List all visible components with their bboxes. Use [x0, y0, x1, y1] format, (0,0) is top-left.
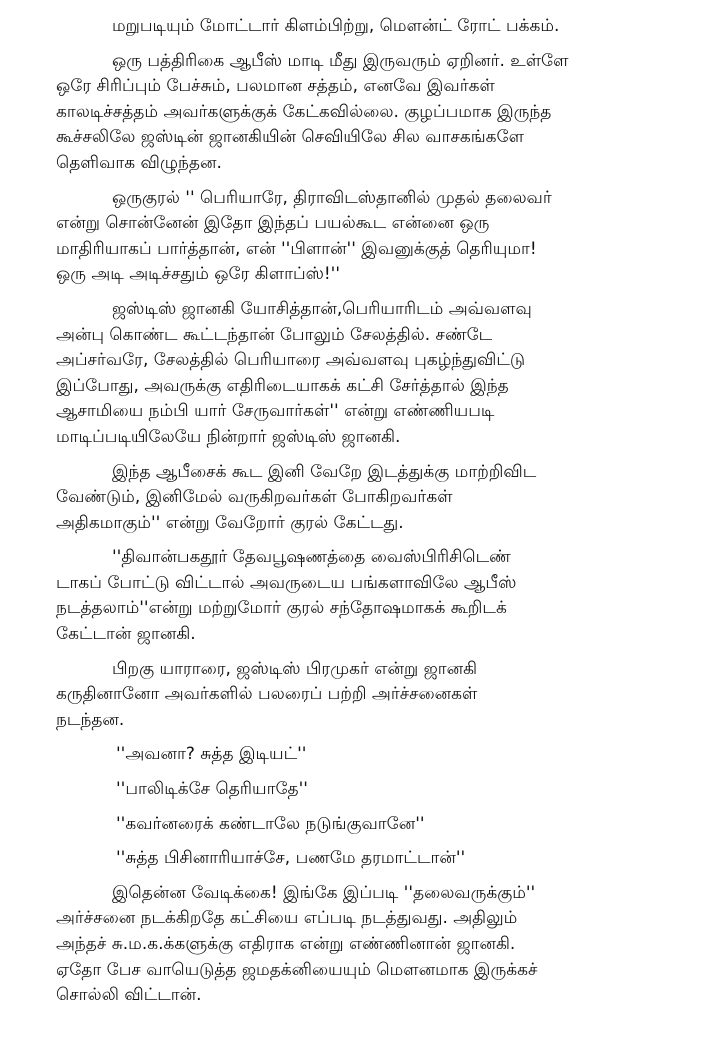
text-line: கூச்சலிலே ஜஸ்டின் ஜானகியின் செவியிலே சில வாசகங்களே	[56, 127, 524, 148]
text-line: ஆசாமியை நம்பி யார் சேருவார்கள்'' என்று எண்ணியபடி	[56, 401, 495, 422]
text-line: வேண்டும், இனிமேல் வருகிறவர்கள் போகிறவர்கள்	[56, 487, 453, 508]
text-line: இந்த ஆபீசைக் கூட இனி வேறே இடத்துக்கு மாற்றிவிட	[112, 461, 537, 482]
text-line: அந்தச் சு.ம.க.க்களுக்கு எதிராக என்று எண்ணினான் ஜானகி.	[56, 934, 516, 954]
text-line: ''பாலிடிக்சே தெரியாதே''	[116, 779, 308, 800]
text-line: ஒரு அடி அடிச்சதும் ஒரே கிளாப்ஸ்!''	[56, 264, 341, 285]
text-line: இதென்ன வேடிக்கை! இங்கே இப்படி ''தலைவருக்கும்''	[112, 882, 536, 903]
text-line: அப்சர்வரே, சேலத்தில் பெரியாரை அவ்வளவு புகழ்ந்துவிட்டு	[56, 350, 526, 371]
text-line: ஒரு பத்திரிகை ஆபீஸ் மாடி மீது இருவரும் ஏறினர். உள்ளே	[112, 50, 569, 71]
text-line: ''அவனா? சுத்த இடியட்''	[116, 744, 307, 765]
text-line: அதிகமாகும்'' என்று வேறோர் குரல் கேட்டது.	[56, 512, 404, 533]
text-line: ஒரே சிரிப்பும் பேச்சும், பலமான சத்தம், எனவே இவர்கள்	[56, 76, 495, 97]
text-line: தெளிவாக விழுந்தன.	[56, 152, 222, 173]
text-line: ''சுத்த பிசினாரியாச்சே, பணமே தரமாட்டான்''	[116, 848, 466, 869]
text-line: மாடிப்படியிலேயே நின்றார் ஜஸ்டிஸ் ஜானகி.	[56, 426, 401, 447]
text-line: ஜஸ்டிஸ் ஜானகி யோசித்தான்,பெரியாரிடம் அவ்வளவு	[112, 298, 532, 319]
text-line: கேட்டான் ஜானகி.	[56, 624, 196, 645]
text-line: இப்போது, அவருக்கு எதிரிடையாகக் கட்சி சேர்த்தால் இந்த	[56, 375, 509, 396]
text-line: பிறகு யாராரை, ஜஸ்டிஸ் பிரமுகர் என்று ஜானகி	[112, 658, 478, 679]
text-line: காலடிச்சத்தம் அவர்களுக்குக் கேட்கவில்லை. குழப்பமாக இருந்த	[56, 101, 552, 122]
text-line: கருதினானோ அவர்களில் பலரைப் பற்றி அர்ச்சனைகள்	[56, 684, 478, 705]
text-line: மாதிரியாகப் பார்த்தான், என் ''பிளான்'' இவனுக்குத் தெரியுமா!	[56, 238, 537, 259]
text-line: அன்பு கொண்ட கூட்டந்தான் போலும் சேலத்தில். சண்டே	[56, 324, 493, 345]
text-line: ''திவான்பகதூர் தேவபூஷணத்தை வைஸ்பிரிசிடெண்	[112, 547, 511, 568]
text-line: ஒருகுரல் '' பெரியாரே, திராவிடஸ்தானில் முதல் தலைவர்	[112, 187, 552, 208]
text-line: மறுபடியும் மோட்டார் கிளம்பிற்று, மௌன்ட் ரோட் பக்கம்.	[112, 16, 560, 36]
text-line: நடத்தலாம்''என்று மற்றுமோர் குரல் சந்தோஷமாகக் கூறிடக்	[56, 598, 507, 619]
text-line: ''கவர்னரைக் கண்டாலே நடுங்குவானே''	[116, 813, 425, 834]
text-line: ஏதோ பேச வாயெடுத்த ஜமதக்னியையும் மௌனமாக இருக்கச்	[56, 959, 538, 980]
text-line: என்று சொன்னேன் இதோ இந்தப் பயல்கூட என்னை ஒரு	[56, 213, 490, 234]
text-line: அர்ச்சனை நடக்கிறதே கட்சியை எப்படி நடத்துவது. அதிலும்	[56, 908, 518, 929]
text-line: நடந்தன.	[56, 709, 125, 730]
text-line: சொல்லி விட்டான்.	[56, 985, 202, 1006]
text-line: டாகப் போட்டு விட்டால் அவருடைய பங்களாவிலே ஆபீஸ்	[56, 572, 517, 593]
